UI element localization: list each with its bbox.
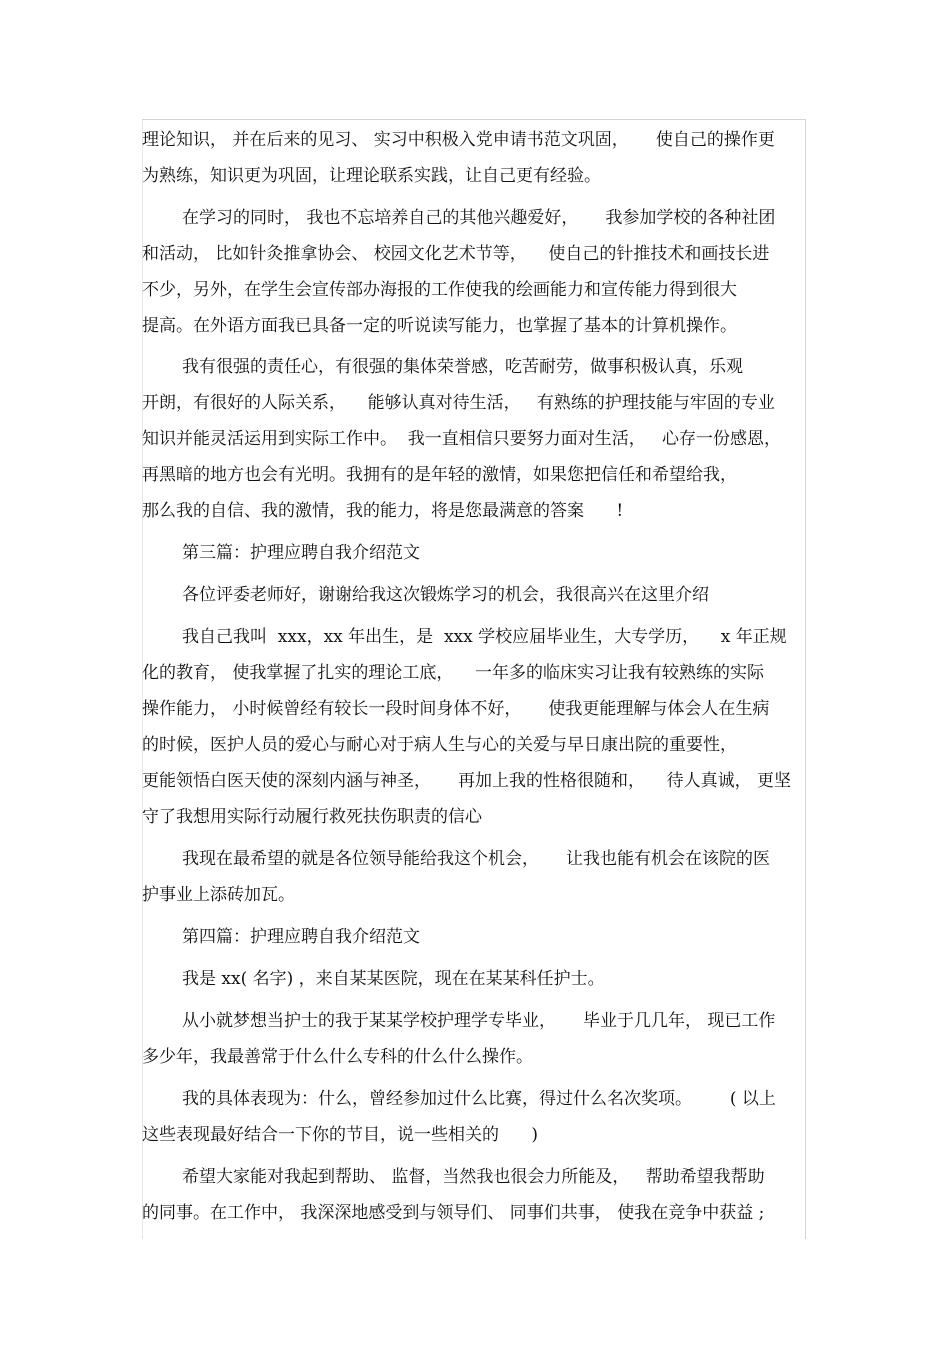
text-line: 我是 xx( 名字) ，来自某某医院，现在在某某科任护士。 [182, 969, 605, 989]
text-line: 的同事。在工作中， 我深深地感受到与领导们、 同事们共事， 使我在竞争中获益 ; [142, 1203, 765, 1223]
text-line: 提高。在外语方面我已具备一定的听说读写能力，也掌握了基本的计算机操作。 [142, 316, 737, 336]
text-line: 再黑暗的地方也会有光明。我拥有的是年轻的激情，如果您把信任和希望给我， [142, 465, 737, 485]
text-line: 我现在最希望的就是各位领导能给我这个机会， 让我也能有机会在该院的医 [182, 849, 771, 869]
text-line: 护事业上添砖加瓦。 [142, 885, 295, 905]
text-line: 操作能力， 小时候曾经有较长一段时间身体不好， 使我更能理解与体会人在生病 [142, 699, 770, 719]
text-line: 更能领悟白医天使的深刻内涵与神圣， 再加上我的性格很随和， 待人真诚， 更坚 [142, 771, 792, 791]
text-line: 希望大家能对我起到帮助、 监督，当然我也很会力所能及， 帮助希望我帮助 [182, 1167, 765, 1187]
text-line: 我有很强的责任心，有很强的集体荣誉感，吃苦耐劳，做事积极认真，乐观 [182, 357, 743, 377]
text-line: 开朗，有很好的人际关系， 能够认真对待生活， 有熟练的护理技能与牢固的专业 [142, 393, 775, 413]
text-line: 各位评委老师好，谢谢给我这次锻炼学习的机会，我很高兴在这里介绍 [182, 585, 709, 605]
text-line: 为熟练，知识更为巩固，让理论联系实践，让自己更有经验。 [142, 166, 601, 186]
text-line: 我的具体表现为：什么，曾经参加过什么比赛，得过什么名次奖项。 ( 以上 [182, 1089, 776, 1109]
section-heading: 第三篇：护理应聘自我介绍范文 [182, 543, 420, 563]
text-line: 我自己我叫 xxx，xx 年出生，是 xxx 学校应届毕业生，大专学历， x 年正规 [182, 627, 787, 647]
text-line: 知识并能灵活运用到实际工作中。 我一直相信只要努力面对生活， 心存一份感恩， [142, 429, 782, 449]
text-line: 的时候，医护人员的爱心与耐心对于病人生与心的关爱与早日康出院的重要性， [142, 735, 737, 755]
text-line: 不少，另外，在学生会宣传部办海报的工作使我的绘画能力和宣传能力得到很大 [142, 280, 737, 300]
text-line: 和活动， 比如针灸推拿协会、 校园文化艺术节等， 使自己的针推技术和画技长进 [142, 244, 770, 264]
text-line: 在学习的同时， 我也不忘培养自己的其他兴趣爱好， 我参加学校的各种社团 [182, 208, 776, 228]
section-heading: 第四篇：护理应聘自我介绍范文 [182, 927, 420, 947]
text-line: 从小就梦想当护士的我于某某学校护理学专毕业， 毕业于几几年， 现已工作 [182, 1011, 776, 1031]
text-line: 那么我的自信、我的激情，我的能力，将是您最满意的答案 ! [142, 501, 624, 521]
text-line: 守了我想用实际行动履行救死扶伤职责的信心 [142, 807, 482, 827]
text-line: 这些表现最好结合一下你的节目，说一些相关的 ) [142, 1125, 539, 1145]
text-line: 理论知识， 并在后来的见习、 实习中积极入党申请书范文巩固， 使自己的操作更 [142, 130, 775, 150]
text-line: 化的教育， 使我掌握了扎实的理论工底， 一年多的临床实习让我有较熟练的实际 [142, 663, 765, 683]
text-line: 多少年，我最善常于什么什么专科的什么什么操作。 [142, 1047, 533, 1067]
